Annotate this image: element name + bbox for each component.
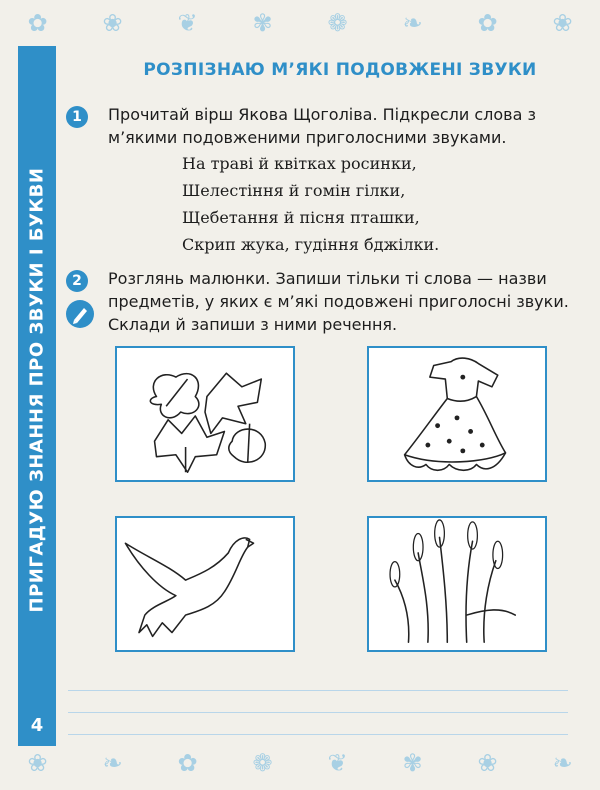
task-number-badge: 2 <box>66 270 88 292</box>
picture-bird <box>115 516 295 652</box>
leaf-icon: ❦ <box>177 9 198 37</box>
poem-line: Скрип жука, гудіння бджілки. <box>182 235 440 254</box>
wheat-icon <box>369 518 545 650</box>
flower-icon: ❀ <box>27 749 48 777</box>
flower-icon: ✾ <box>402 749 423 777</box>
flower-icon: ❀ <box>552 9 573 37</box>
leaf-icon: ❧ <box>102 749 123 777</box>
flower-icon: ❁ <box>252 749 273 777</box>
dress-icon <box>369 348 545 480</box>
picture-dress <box>367 346 547 482</box>
poem-line: На траві й квітках росинки, <box>182 154 417 173</box>
picture-wheat <box>367 516 547 652</box>
flower-icon: ✿ <box>177 749 198 777</box>
top-ornament <box>0 0 600 46</box>
bottom-ornament <box>0 736 600 790</box>
writing-line[interactable] <box>68 690 568 691</box>
flower-icon: ❀ <box>102 9 123 37</box>
poem <box>182 150 439 258</box>
leaf-icon: ❦ <box>327 749 348 777</box>
writing-line[interactable] <box>68 712 568 713</box>
task-instruction: Розглянь малюнки. Запиши тільки ті слова — назви предметів, у яких є м’які подовжені приголосні звуки. Склади й запиши з ними речення. <box>108 269 569 334</box>
leaf-icon: ❧ <box>552 749 573 777</box>
leaf-icon: ❧ <box>402 9 423 37</box>
poem-line: Шелестіння й гомін гілки, <box>182 181 406 200</box>
task-number-badge: 1 <box>66 106 88 128</box>
flower-icon: ❀ <box>477 749 498 777</box>
flower-icon: ✾ <box>252 9 273 37</box>
pencil-icon <box>66 300 94 328</box>
flower-icon: ✿ <box>477 9 498 37</box>
page-title: РОЗПІЗНАЮ М’ЯКІ ПОДОВЖЕНІ ЗВУКИ <box>143 60 537 80</box>
flower-icon: ✿ <box>27 9 48 37</box>
picture-leaves <box>115 346 295 482</box>
task-instruction: Прочитай вірш Якова Щоголіва. Підкресли слова з м’якими подовженими приголосними звуками. <box>108 105 536 147</box>
flower-icon: ❁ <box>327 9 348 37</box>
writing-line[interactable] <box>68 734 568 735</box>
section-title: ПРИГАДУЮ ЗНАННЯ ПРО ЗВУКИ І БУКВИ <box>26 167 48 613</box>
leaves-icon <box>117 348 293 480</box>
bird-icon <box>117 518 293 650</box>
page-number: 4 <box>30 715 44 736</box>
poem-line: Щебетання й пісня пташки, <box>182 208 420 227</box>
